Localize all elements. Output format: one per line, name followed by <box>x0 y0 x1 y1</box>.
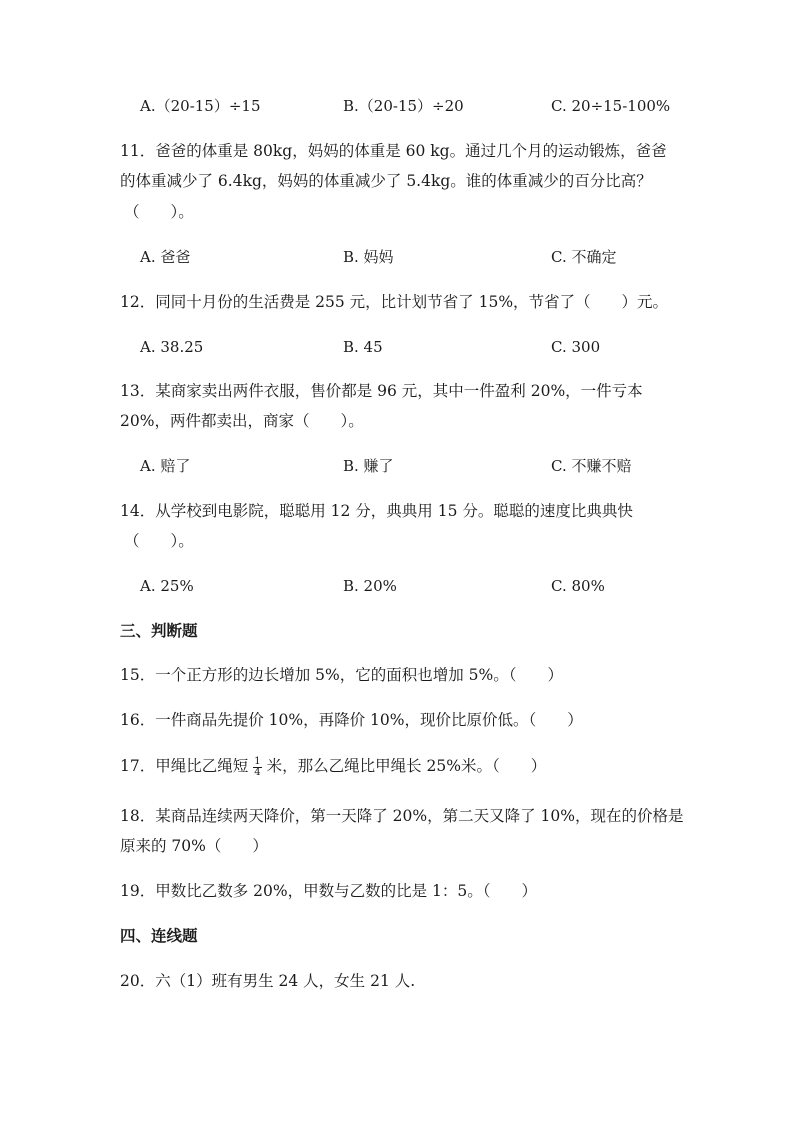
q11-option-b[interactable]: B. 妈妈 <box>343 248 394 266</box>
fraction-numerator: 1 <box>254 755 261 767</box>
question-19: 19．甲数比乙数多 20%，甲数与乙数的比是 1：5。（ ） <box>120 882 538 900</box>
question-13-text-line1: 13．某商家卖出两件衣服，售价都是 96 元，其中一件盈利 20%，一件亏本 <box>120 382 643 400</box>
question-17-prefix: 17．甲绳比乙绳短 <box>120 757 249 775</box>
q12-option-b[interactable]: B. 45 <box>343 338 383 356</box>
q10-option-c[interactable]: C. 20÷15-100% <box>551 97 671 115</box>
question-11-answer-blank[interactable]: （ ）。 <box>124 203 194 221</box>
q10-option-a[interactable]: A.（20-15）÷15 <box>140 97 261 115</box>
question-18-text-line1: 18．某商品连续两天降价，第一天降了 20%，第二天又降了 10%，现在的价格是 <box>120 807 684 825</box>
fraction-one-quarter <box>253 757 261 778</box>
question-16: 16．一件商品先提价 10%，再降价 10%，现价比原价低。（ ） <box>120 711 583 729</box>
question-14-answer-blank[interactable]: （ ）。 <box>124 532 194 550</box>
question-18-text-line2: 原来的 70%（ ） <box>120 837 268 855</box>
q13-option-b[interactable]: B. 赚了 <box>343 457 394 475</box>
q11-option-a[interactable]: A. 爸爸 <box>140 248 191 266</box>
question-11-text-line2: 的体重减少了 6.4kg，妈妈的体重减少了 5.4kg。谁的体重减少的百分比高？ <box>120 172 652 190</box>
fraction-denominator: 4 <box>254 766 261 778</box>
question-11-text-line1: 11．爸爸的体重是 80kg，妈妈的体重是 60 kg。通过几个月的运动锻炼，爸爸 <box>120 142 667 160</box>
q14-option-a[interactable]: A. 25% <box>140 577 194 595</box>
q12-option-c[interactable]: C. 300 <box>551 338 601 356</box>
q10-option-b[interactable]: B.（20-15）÷20 <box>343 97 464 115</box>
question-15: 15．一个正方形的边长增加 5%，它的面积也增加 5%。（ ） <box>120 666 564 684</box>
q14-option-c[interactable]: C. 80% <box>551 577 605 595</box>
question-13-text-line2: 20%，两件都卖出，商家（ ）。 <box>120 412 364 430</box>
question-12-text: 12．同同十月份的生活费是 255 元，比计划节省了 15%，节省了（ ）元。 <box>120 293 669 311</box>
question-14-text-line1: 14．从学校到电影院，聪聪用 12 分，典典用 15 分。聪聪的速度比典典快 <box>120 502 633 520</box>
q12-option-a[interactable]: A. 38.25 <box>140 338 204 356</box>
q13-option-a[interactable]: A. 赔了 <box>140 457 191 475</box>
section-heading-judgement: 三、判断题 <box>120 622 198 640</box>
q11-option-c[interactable]: C. 不确定 <box>551 248 617 266</box>
question-20: 20．六（1）班有男生 24 人，女生 21 人. <box>120 972 416 990</box>
question-17-suffix: 米，那么乙绳比甲绳长 25%米。（ ） <box>266 757 547 775</box>
q14-option-b[interactable]: B. 20% <box>343 577 397 595</box>
section-heading-matching: 四、连线题 <box>120 927 198 945</box>
question-17 <box>120 756 546 778</box>
q13-option-c[interactable]: C. 不赚不赔 <box>551 457 632 475</box>
